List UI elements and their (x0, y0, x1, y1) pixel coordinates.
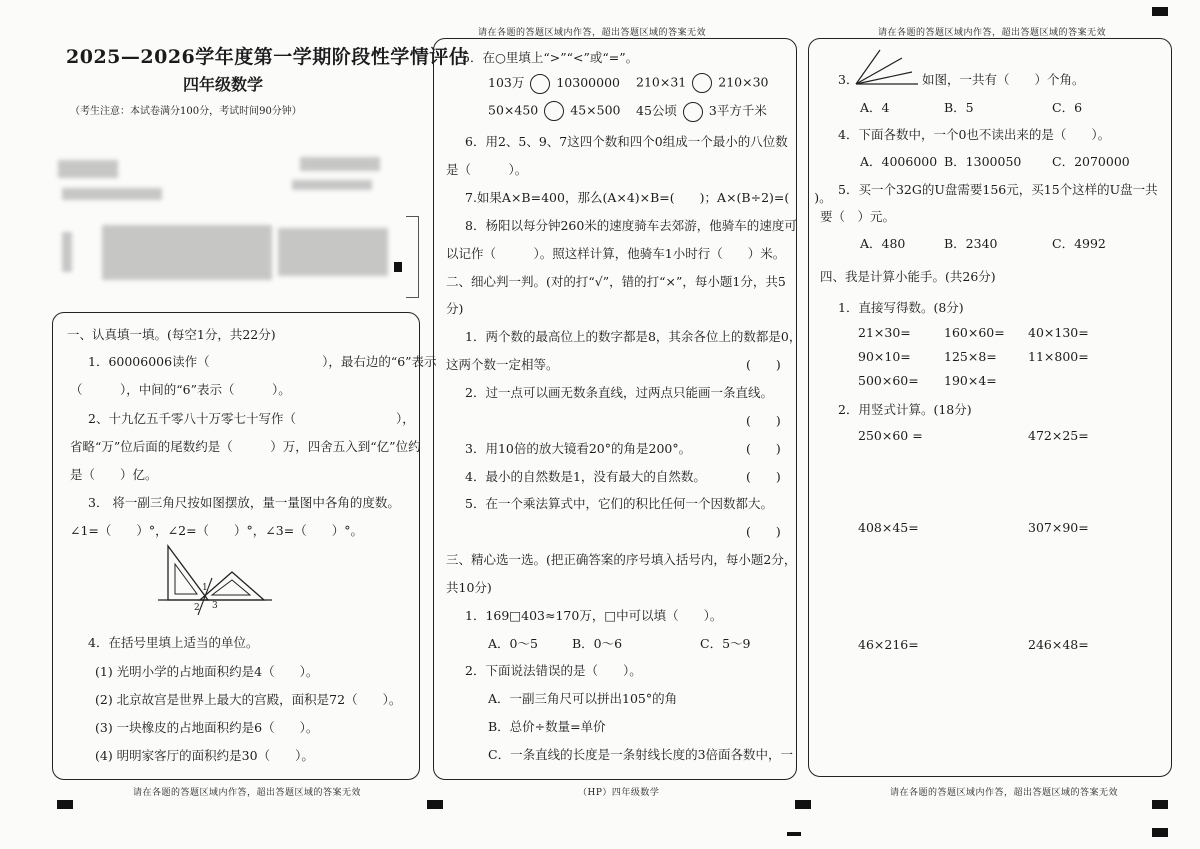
section-2-heading-cont: 分) (446, 301, 464, 316)
r-q3-option-c[interactable]: C．6 (1052, 100, 1083, 115)
r-q5-option-b[interactable]: B．2340 (944, 236, 998, 251)
compare-row-2a (488, 101, 621, 121)
judge-5: 5．在一个乘法算式中，它们的积比任何一个因数都大。 (465, 496, 773, 511)
direct-calc-3: 40×130= (1028, 325, 1089, 340)
judge-1-line2: 这两个数一定相等。 (446, 357, 559, 372)
registration-mark (57, 800, 73, 809)
r-q5-line2: 要（ ）元。 (820, 209, 896, 224)
q1-line1: 1．60006006读作（ ），最右边的“6”表示 (88, 354, 437, 369)
compare-row-1a (488, 73, 620, 94)
judge-5-paren[interactable]: ( ) (746, 524, 781, 539)
registration-mark (1152, 7, 1168, 16)
select-2-option-a[interactable]: A．一副三角尺可以拼出105°的角 (488, 691, 678, 706)
compare-circle[interactable] (683, 102, 703, 122)
compare-left: 50×450 (488, 102, 539, 118)
compare-right: 10300000 (556, 75, 620, 90)
exam-subject: 四年级数学 (183, 75, 264, 94)
q7: 7.如果A×B=400，那么(A×4)×B=( )；A×(B÷2)=( )。 (465, 190, 832, 205)
direct-calc-1: 21×30= (858, 325, 911, 340)
q4-item-4: (4) 明明家客厅的面积约是30（ ）。 (95, 748, 314, 763)
select-2-option-c[interactable]: C．一条直线的长度是一条射线长度的3倍面各数中，一 (488, 747, 794, 762)
q1-line2: （ ），中间的“6”表示（ ）。 (70, 382, 291, 397)
compare-left: 103万 (488, 75, 525, 90)
registration-mark (1152, 800, 1168, 809)
direct-calc-5: 125×8= (944, 349, 997, 364)
q4-item-1: (1) 光明小学的占地面积约是4（ ）。 (95, 664, 319, 679)
select-2: 2．下面说法错误的是（ ）。 (465, 663, 642, 678)
section-3-heading-cont: 共10分) (446, 580, 492, 595)
r-q3-option-b[interactable]: B．5 (944, 100, 974, 115)
answer-area-notice: 请在各题的答题区域内作答，超出答题区域的答案无效 (878, 28, 1107, 38)
answer-area-notice: 请在各题的答题区域内作答，超出答题区域的答案无效 (890, 788, 1119, 798)
compare-right: 45×500 (570, 102, 621, 118)
r-q3-number: 3． (838, 72, 859, 87)
q3-line1: 3． 将一副三角尺按如图摆放，量一量图中各角的度数。 (88, 495, 400, 510)
angle-label-3: 3 (212, 601, 218, 611)
select-1: 1．169□403≈170万，□中可以填（ ）。 (465, 608, 723, 623)
judge-2: 2．过一点可以画无数条直线，过两点只能画一条直线。 (465, 385, 773, 400)
q8-line2: 以记作（ ）。照这样计算，他骑车1小时行（ ）米。 (446, 246, 786, 261)
judge-4: 4．最小的自然数是1，没有最大的自然数。 (465, 469, 706, 484)
select-1-option-c[interactable]: C．5～9 (700, 636, 751, 651)
judge-2-paren[interactable]: ( ) (746, 413, 781, 428)
vertical-calc-2: 472×25= (1028, 428, 1089, 443)
q6-line1: 6．用2、5、9、7这四个数和四个0组成一个最小的八位数 (465, 134, 788, 149)
select-1-option-b[interactable]: B．0～6 (572, 636, 623, 651)
judge-1-line1: 1．两个数的最高位上的数字都是8，其余各位上的数都是0， (465, 329, 802, 344)
direct-calc-6: 11×800= (1028, 349, 1089, 364)
section-2-heading: 二、细心判一判。(对的打“√”，错的打“×”，每小题1分，共5 (446, 274, 786, 289)
registration-mark (795, 800, 811, 809)
q2-line2: 省略“万”位后面的尾数约是（ ）万，四舍五入到“亿”位约 (70, 439, 421, 454)
exam-title: 2025—2026学年度第一学期阶段性学情评估 (66, 46, 469, 68)
section-1-heading: 一、认真填一填。(每空1分，共22分) (67, 327, 276, 342)
compare-circle[interactable] (692, 73, 712, 93)
angle-label-2: 2 (194, 603, 200, 613)
calc-part-1-heading: 1．直接写得数。(8分) (838, 300, 964, 315)
q4-heading: 4．在括号里填上适当的单位。 (88, 635, 259, 650)
registration-mark (427, 800, 443, 809)
direct-calc-8: 190×4= (944, 373, 997, 388)
compare-row-2b (636, 101, 767, 122)
r-q5-option-a[interactable]: A．480 (860, 236, 906, 251)
vertical-calc-1: 250×60 = (858, 428, 923, 443)
registration-mark (787, 832, 801, 836)
footer-code: （HP）四年级数学 (578, 788, 660, 798)
vertical-calc-6: 246×48= (1028, 637, 1089, 652)
section-4-heading: 四、我是计算小能手。(共26分) (820, 269, 996, 284)
compare-right: 210×30 (718, 74, 769, 90)
registration-mark (1152, 828, 1168, 837)
answer-area-notice: 请在各题的答题区域内作答，超出答题区域的答案无效 (478, 28, 707, 38)
direct-calc-2: 160×60= (944, 325, 1005, 340)
judge-4-paren[interactable]: ( ) (746, 469, 781, 484)
angle-label-1: 1 (202, 583, 208, 593)
q3-line2: ∠1=（ ）°，∠2=（ ）°，∠3=（ ）°。 (70, 523, 363, 538)
r-q4-option-b[interactable]: B．1300050 (944, 154, 1022, 169)
q2-line1: 2、十九亿五千零八十万零七十写作（ ）， (88, 411, 415, 426)
direct-calc-7: 500×60= (858, 373, 919, 388)
r-q3-text: 如图，一共有（ ）个角。 (922, 72, 1085, 87)
calc-part-2-heading: 2．用竖式计算。(18分) (838, 402, 972, 417)
select-1-option-a[interactable]: A．0～5 (488, 636, 538, 651)
compare-row-1b (636, 73, 769, 93)
compare-circle[interactable] (530, 74, 550, 94)
exam-note: （考生注意：本试卷满分100分，考试时间90分钟） (70, 106, 302, 117)
compare-left: 210×31 (636, 74, 687, 90)
r-q4-option-a[interactable]: A．4006000 (860, 154, 938, 169)
judge-1-paren[interactable]: ( ) (746, 357, 781, 372)
vertical-calc-5: 46×216= (858, 637, 919, 652)
select-2-option-b[interactable]: B．总价÷数量=单价 (488, 719, 606, 734)
r-q5-line1: 5．买一个32G的U盘需要156元，买15个这样的U盘一共 (838, 182, 1158, 197)
judge-3: 3．用10倍的放大镜看20°的角是200°。 (465, 441, 692, 456)
triangle-ruler-figure (150, 540, 280, 615)
q5-heading: 5．在○里填上“>”“<”或“=”。 (462, 50, 639, 65)
direct-calc-4: 90×10= (858, 349, 911, 364)
vertical-calc-3: 408×45= (858, 520, 919, 535)
angle-rays-figure (852, 48, 922, 88)
compare-right: 3平方千米 (708, 103, 767, 118)
q8-line1: 8．杨阳以每分钟260米的速度骑车去郊游，他骑车的速度可 (465, 218, 797, 233)
q2-line3: 是（ ）亿。 (70, 467, 158, 482)
answer-area-notice: 请在各题的答题区域内作答，超出答题区域的答案无效 (133, 788, 362, 798)
judge-3-paren[interactable]: ( ) (746, 441, 781, 456)
q6-line2: 是（ ）。 (446, 162, 528, 177)
q4-item-3: (3) 一块橡皮的占地面积约是6（ ）。 (95, 720, 319, 735)
vertical-calc-4: 307×90= (1028, 520, 1089, 535)
r-q5-option-c[interactable]: C．4992 (1052, 236, 1106, 251)
r-q4-option-c[interactable]: C．2070000 (1052, 154, 1130, 169)
r-q4: 4．下面各数中，一个0也不读出来的是（ ）。 (838, 127, 1111, 142)
section-3-heading: 三、精心选一选。(把正确答案的序号填入括号内，每小题2分， (446, 552, 797, 567)
r-q3-option-a[interactable]: A．4 (860, 100, 890, 115)
q4-item-2: (2) 北京故宫是世界上最大的宫殿，面积是72（ ）。 (95, 692, 402, 707)
compare-circle[interactable] (544, 101, 564, 121)
compare-left: 45公顷 (636, 103, 677, 118)
